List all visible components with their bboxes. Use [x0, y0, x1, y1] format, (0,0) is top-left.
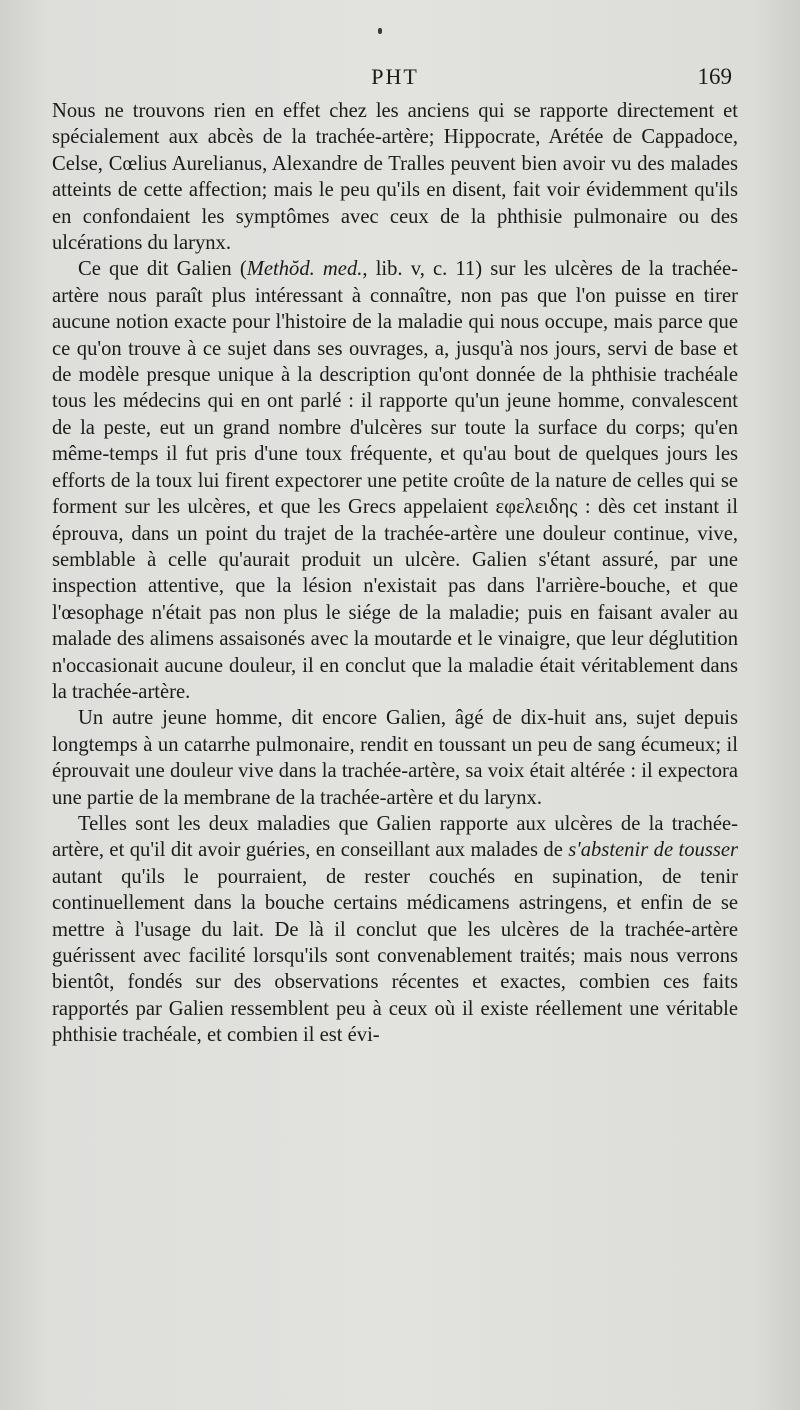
paragraph-2-text-start: Ce que dit Galien (: [78, 258, 247, 281]
paragraph-4: [52, 811, 738, 1049]
page-header: [60, 64, 730, 96]
paragraph-4-text-start: Telles sont les deux maladies que Galien rapporte aux ulcères de la trachée-artère, et qu'il dit avoir guéries, en conseillant aux malades de: [52, 812, 738, 862]
emphasized-phrase: s'abstenir de tousser: [568, 839, 739, 862]
running-title: PHT: [371, 64, 419, 89]
paragraph-2: [52, 256, 738, 705]
body-text: [52, 98, 738, 1049]
paragraph-1: Nous ne trouvons rien en effet chez les anciens qui se rapporte directement et spécialement aux abcès de la trachée-artère; Hippocrate, Arétée de Cappadoce, Celse, Cœlius Aurelianus, Alexandre de Tralles peuvent bien avoir vu des malades atteints de cette affection; mais le peu qu'ils en disent, fait voir évidemment qu'ils en confondaient les symptômes avec ceux de la phthisie pulmonaire ou des ulcérations du larynx.: [52, 100, 738, 255]
citation-title: Methŏd. med.: [246, 258, 363, 281]
page-number: 169: [697, 64, 732, 89]
paragraph-2-text-rest: , lib. v, c. 11) sur les ulcères de la trachée-artère nous paraît plus intéressant à connaître, non pas que l'on puisse en tirer aucune notion exacte pour l'histoire de la maladie qui nous occupe, mais parce que ce qu'on trouve à ce sujet dans ses ouvrages, a, jusqu'à nos jours, servi de base et de modèle presque unique à la description qu'ont donnée de la phthisie trachéale tous les médecins qui en ont parlé : il rapporte qu'un jeune homme, convalescent de la peste, eut un grand nombre d'ulcères sur toute la surface du corps; qu'en même-temps il fut pris d'une toux fréquente, et qu'au bout de quelques jours les efforts de la toux lui firent expectorer une petite croûte de la nature de celles qui se forment sur les ulcères, et que les Grecs appelaient εφελειδης : dès cet instant il éprouva, dans un point du trajet de la trachée-artère une douleur continue, vive, semblable à celle qu'aurait produit un ulcère. Galien s'étant assuré, par une inspection attentive, que la lésion n'existait pas dans l'arrière-bouche, et que l'œsophage n'était pas non plus le siége de la maladie; puis en faisant avaler au malade des alimens assaisonés avec la moutarde et le vinaigre, que leur déglutition n'occasionait aucune douleur, il en conclut que la maladie était véritablement dans la trachée-artère.: [52, 258, 738, 703]
paragraph-3: Un autre jeune homme, dit encore Galien, âgé de dix-huit ans, sujet depuis longtemps à un catarrhe pulmonaire, rendit en toussant un peu de sang écumeux; il éprouvait une douleur vive dans la trachée-artère, sa voix était altérée : il expectora une partie de la membrane de la trachée-artère et du larynx.: [52, 707, 738, 809]
paragraph-4-text-rest: autant qu'ils le pourraient, de rester couchés en supination, de tenir continuellement dans la bouche certains médicamens astringens, et enfin de se mettre à l'usage du lait. De là il conclut que les ulcères de la trachée-artère guérissent avec facilité lorsqu'ils sont convenablement traités; mais nous verrons bientôt, fondés sur des observations récentes et exactes, combien ces faits rapportés par Galien ressemblent peu à ceux où il existe réellement une véritable phthisie trachéale, et combien il est évi-: [52, 865, 738, 1047]
ink-speck: [378, 28, 382, 34]
